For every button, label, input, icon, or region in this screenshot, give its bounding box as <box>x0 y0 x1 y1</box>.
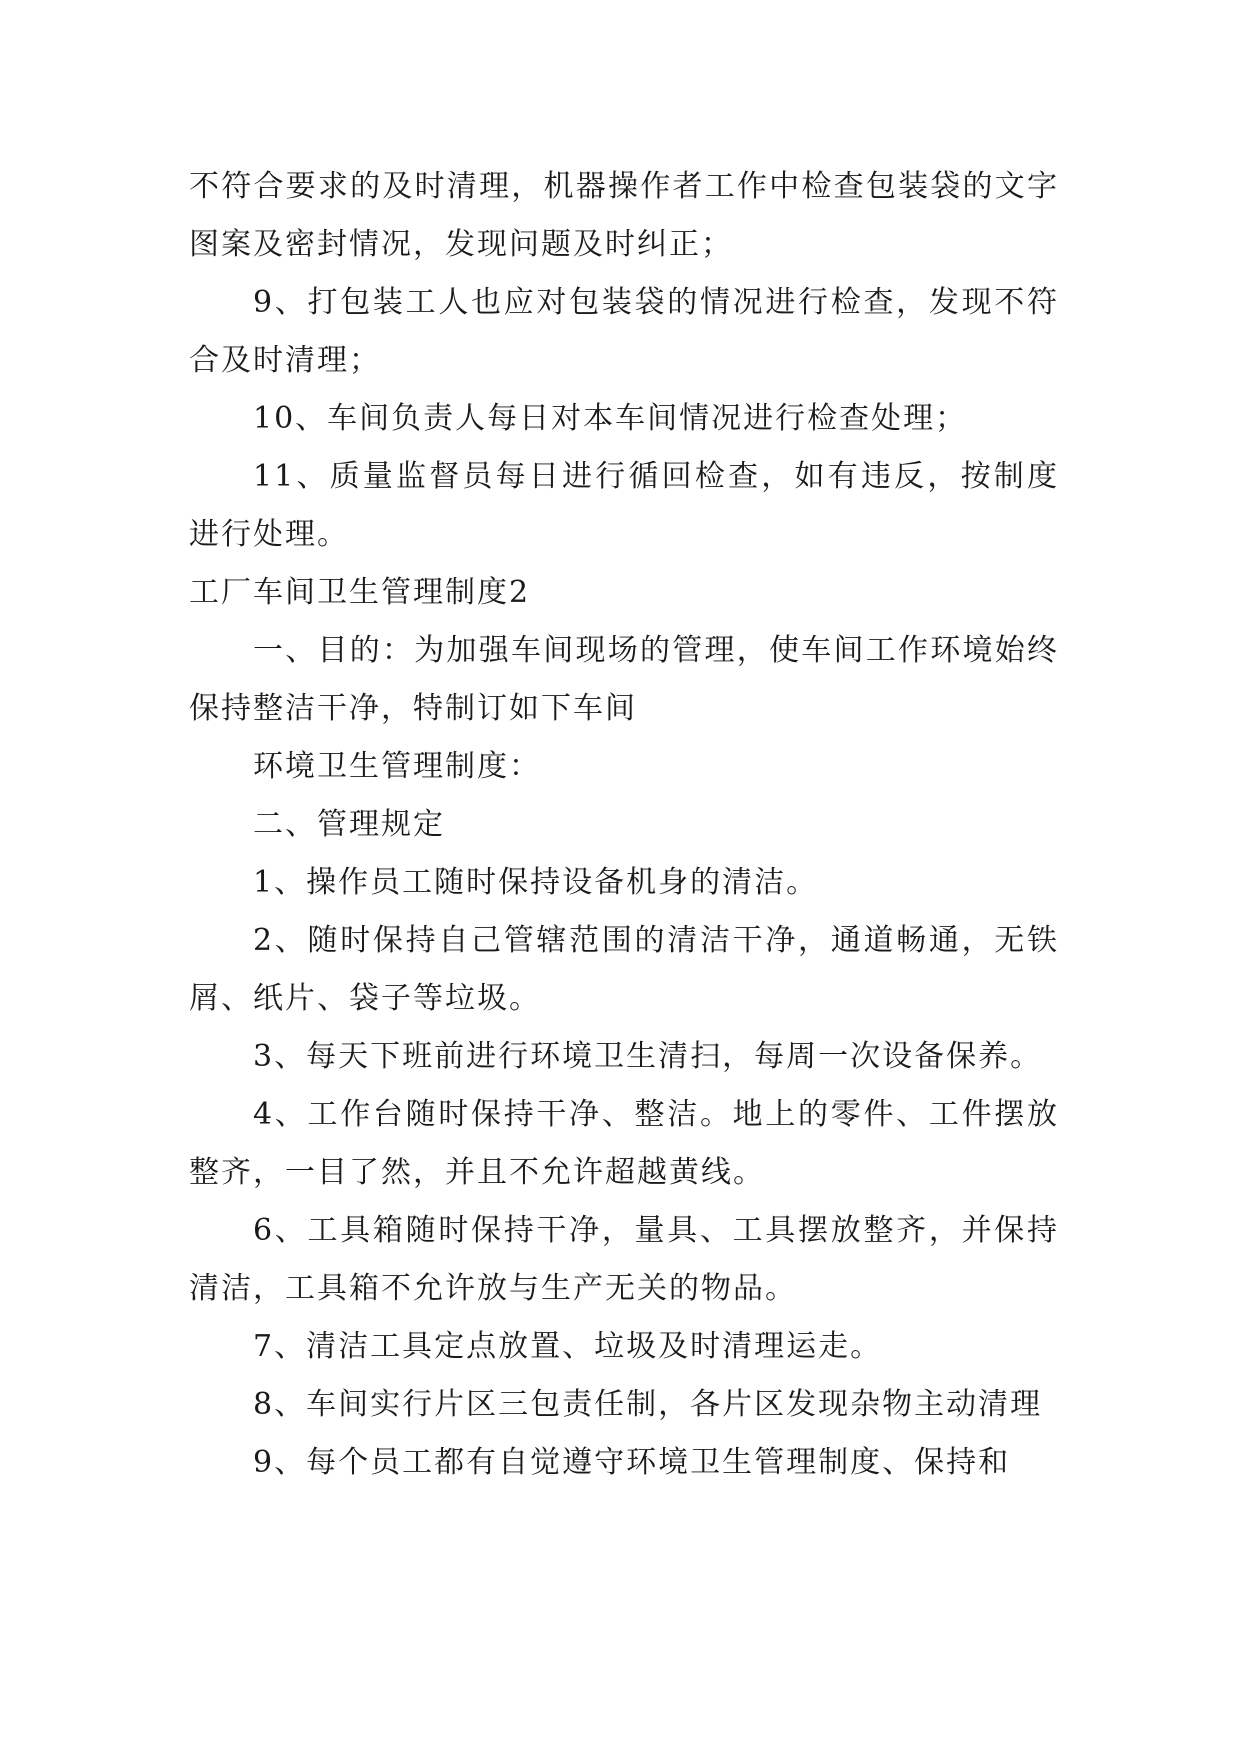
section-heading: 工厂车间卫生管理制度2 <box>189 575 531 610</box>
paragraph-rules-heading: 二、管理规定 <box>253 807 445 842</box>
paragraph-rule-1: 1、操作员工随时保持设备机身的清洁。 <box>253 865 819 900</box>
paragraph-rule-4: 4、工作台随时保持干净、整洁。地上的零件、工件摆放整齐，一目了然，并且不允许超越黄线。 <box>189 1097 1059 1190</box>
paragraph-rule-9: 9、每个员工都有自觉遵守环境卫生管理制度、保持和 <box>253 1445 1011 1480</box>
paragraph-rule-7: 7、清洁工具定点放置、垃圾及时清理运走。 <box>253 1329 883 1364</box>
paragraph-continuation: 不符合要求的及时清理，机器操作者工作中检查包装袋的文字图案及密封情况，发现问题及时纠正； <box>189 169 1059 262</box>
paragraph-purpose: 一、目的：为加强车间现场的管理，使车间工作环境始终保持整洁干净，特制订如下车间 <box>189 633 1059 726</box>
paragraph-item-10: 10、车间负责人每日对本车间情况进行检查处理； <box>253 401 968 436</box>
paragraph-rule-2: 2、随时保持自己管辖范围的清洁干净，通道畅通，无铁屑、纸片、袋子等垃圾。 <box>189 923 1059 1016</box>
paragraph-rule-8: 8、车间实行片区三包责任制，各片区发现杂物主动清理 <box>253 1387 1043 1422</box>
paragraph-item-9-packers: 9、打包装工人也应对包装袋的情况进行检查，发现不符合及时清理； <box>189 285 1059 378</box>
paragraph-rule-6: 6、工具箱随时保持干净，量具、工具摆放整齐，并保持清洁，工具箱不允许放与生产无关的物品。 <box>189 1213 1059 1306</box>
paragraph-purpose-continued: 环境卫生管理制度： <box>253 749 541 784</box>
paragraph-rule-3: 3、每天下班前进行环境卫生清扫，每周一次设备保养。 <box>253 1039 1043 1074</box>
paragraph-item-11: 11、质量监督员每日进行循回检查，如有违反，按制度进行处理。 <box>189 459 1059 552</box>
document-body <box>189 158 1059 1492</box>
